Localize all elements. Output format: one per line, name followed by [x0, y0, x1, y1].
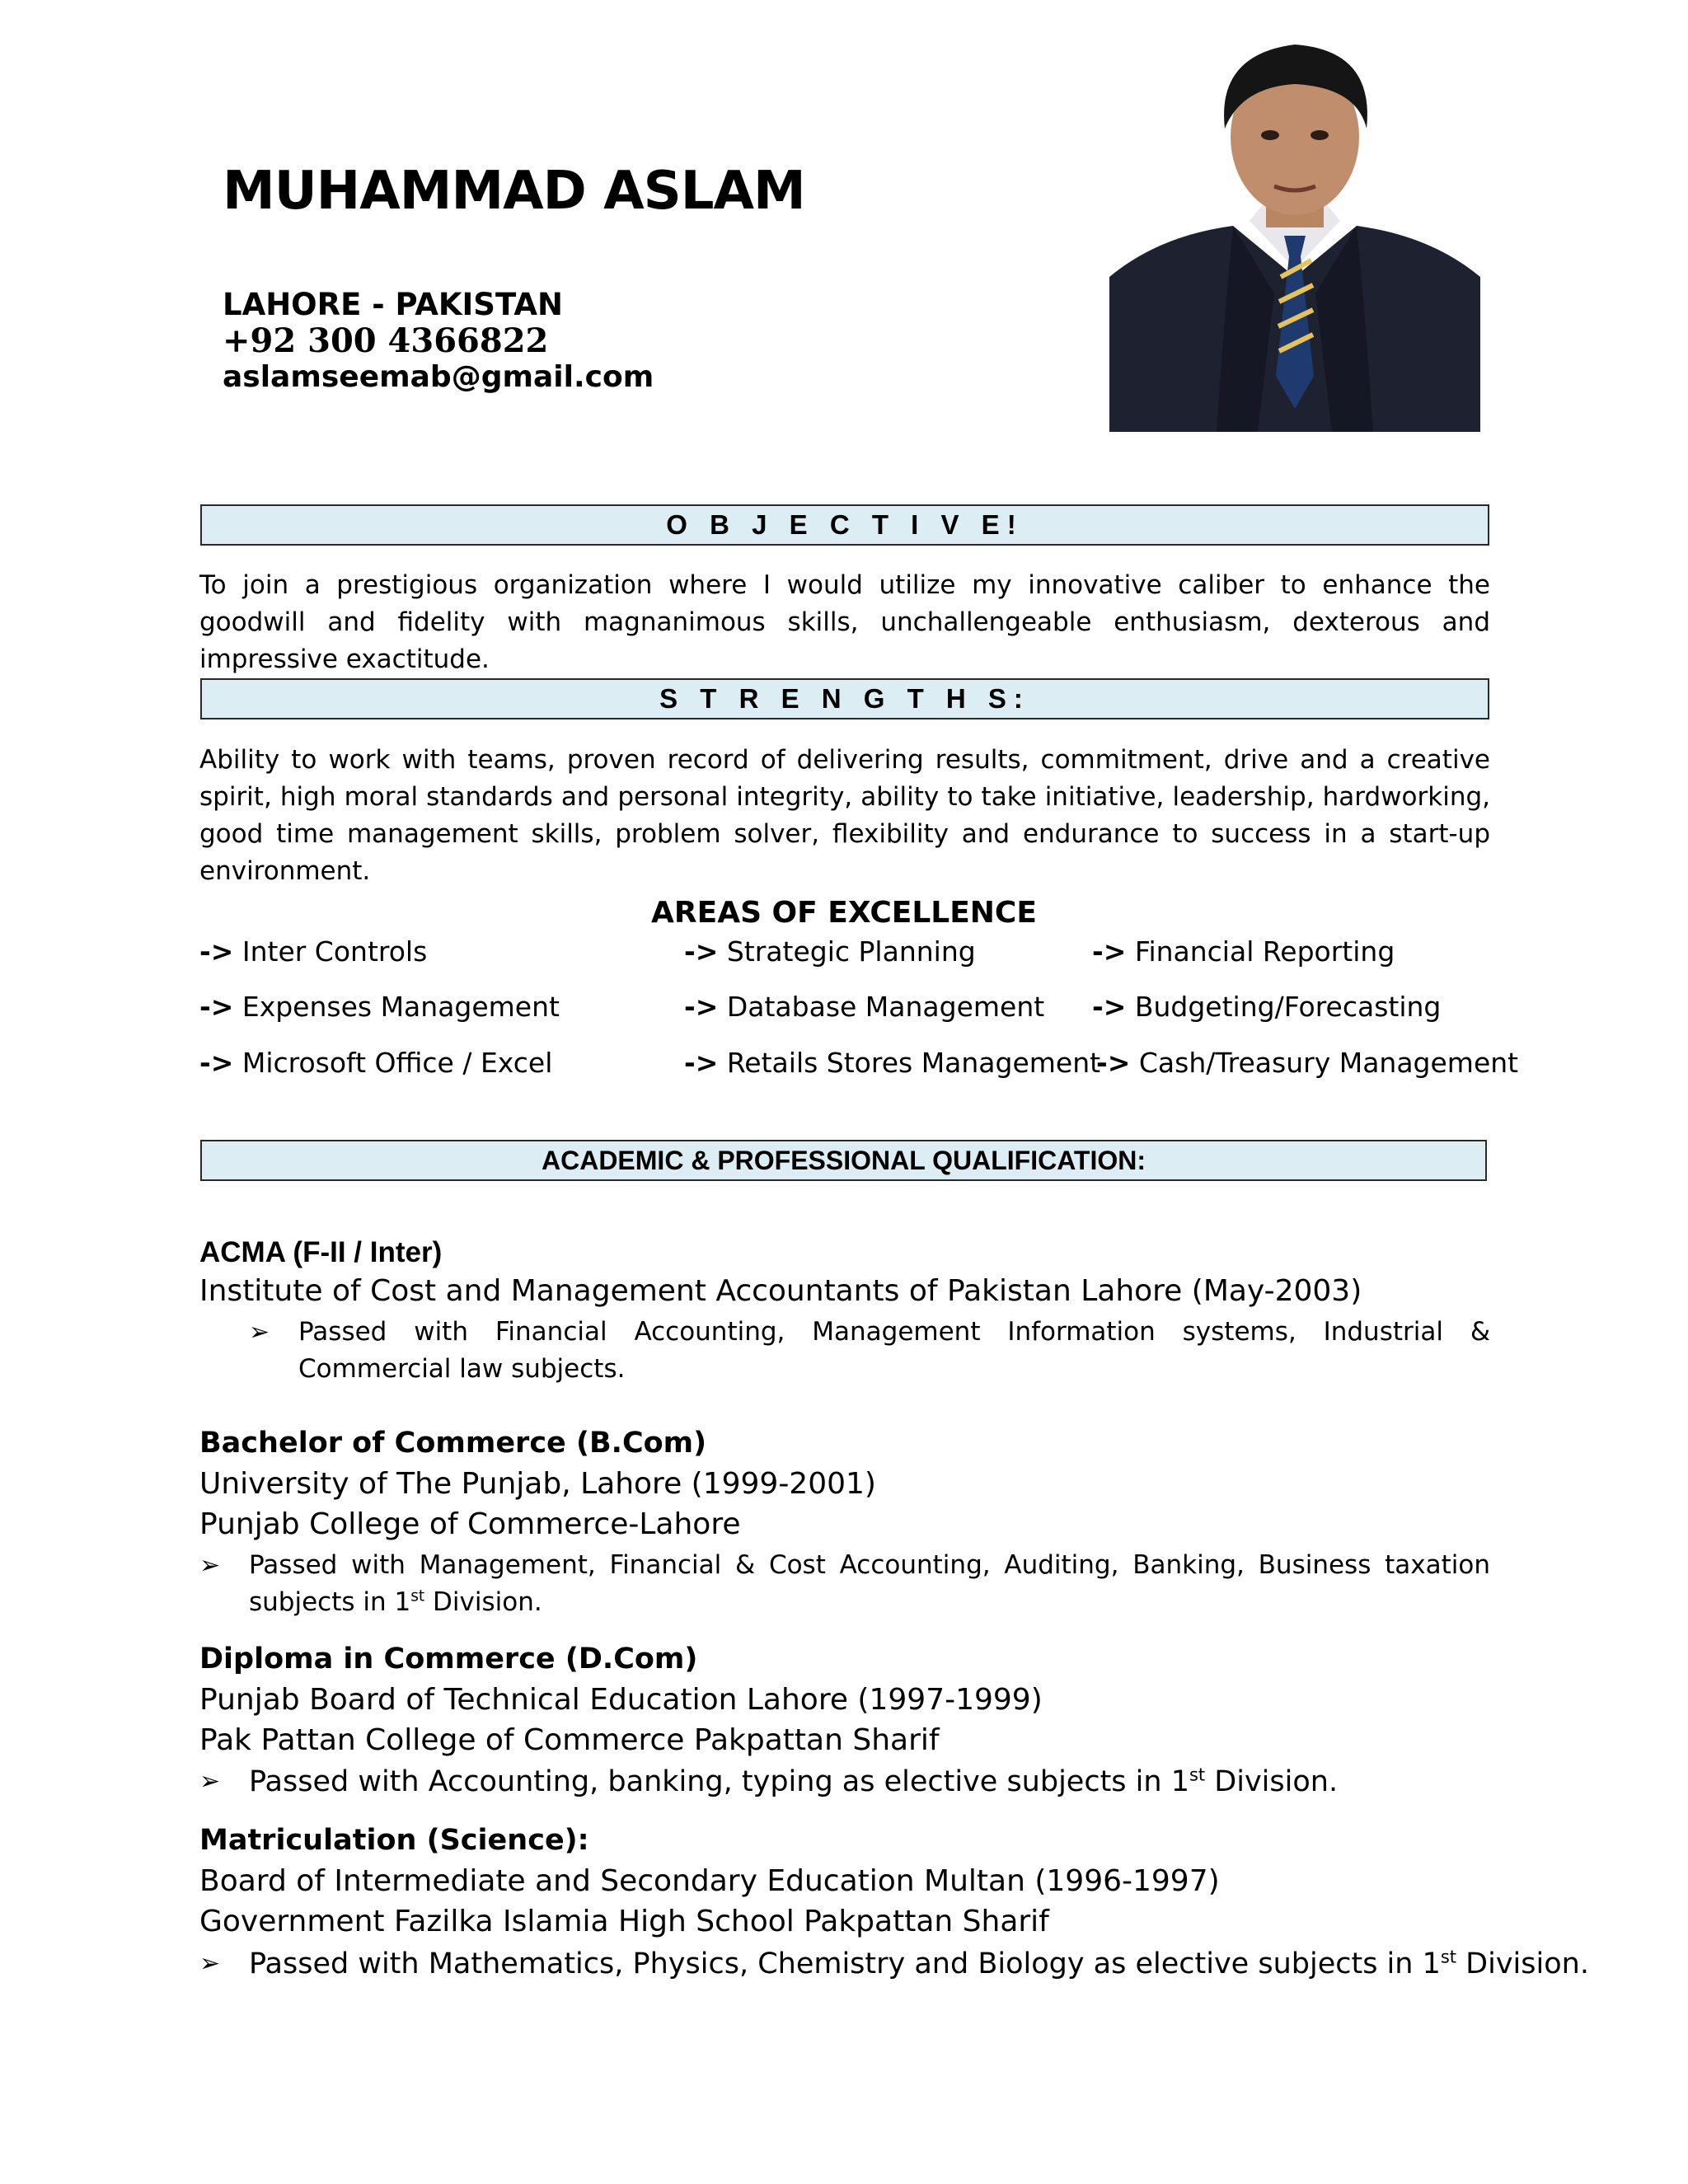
candidate-name: MUHAMMAD ASLAM — [223, 161, 805, 222]
dcom-title: Diploma in Commerce (D.Com) — [199, 1643, 698, 1675]
strengths-text: Ability to work with teams, proven record of delivering results, commitment, drive and a creative spirit, high moral standards and personal integrity, ability to take initiative, leadership, hardworking, good time management skills, problem solver, flexibility and endurance to success in a start-up environment. — [199, 745, 1490, 886]
dcom-bullet: ➢ Passed with Accounting, banking, typing as elective subjects in 1st Division. — [199, 1763, 1490, 1801]
profile-photo — [1109, 30, 1480, 432]
objective-text: To join a prestigious organization where I would utilize my innovative caliber to enhance the goodwill and fidelity with magnanimous skills, unchallengeable enthusiasm, dexterous and impressive exactitude. — [199, 570, 1490, 674]
bcom-college: Punjab College of Commerce-Lahore — [199, 1507, 741, 1541]
acma-title: ACMA (F-II / Inter) — [199, 1236, 443, 1268]
area-item: -> Strategic Planning — [684, 935, 976, 968]
acma-institute: Institute of Cost and Management Accountants of Pakistan Lahore (May-2003) — [199, 1274, 1362, 1308]
area-item: -> Inter Controls — [199, 935, 428, 968]
bcom-title: Bachelor of Commerce (B.Com) — [199, 1427, 707, 1460]
dcom-college: Pak Pattan College of Commerce Pakpattan Sharif — [199, 1723, 940, 1757]
matric-board: Board of Intermediate and Secondary Education Multan (1996-1997) — [199, 1864, 1220, 1898]
area-item: -> Microsoft Office / Excel — [199, 1047, 553, 1079]
objective-heading: O B J E C T I V E! — [200, 504, 1489, 546]
areas-heading: AREAS OF EXCELLENCE — [651, 896, 1037, 930]
arrow-bullet-icon: ➢ — [249, 1318, 270, 1347]
dcom-board: Punjab Board of Technical Education Lahore (1997-1999) — [199, 1683, 1043, 1717]
matric-title: Matriculation (Science): — [199, 1824, 589, 1857]
area-item: -> Financial Reporting — [1092, 935, 1395, 968]
phone-number: +92 300 4366822 — [223, 321, 549, 360]
area-item: -> Retails Stores Management — [684, 1047, 1101, 1079]
qualifications-heading: ACADEMIC & PROFESSIONAL QUALIFICATION: — [200, 1140, 1487, 1181]
arrow-bullet-icon: ➢ — [199, 1551, 221, 1580]
email-address: aslamseemab@gmail.com — [223, 360, 654, 394]
bcom-bullet: ➢ Passed with Management, Financial & Cost Accounting, Auditing, Banking, Business taxation subjects in 1st Division. — [199, 1547, 1490, 1621]
area-item: -> Cash/Treasury Management — [1096, 1047, 1519, 1079]
area-item: -> Expenses Management — [199, 991, 560, 1023]
matric-school: Government Fazilka Islamia High School Pakpattan Sharif — [199, 1905, 1049, 1938]
strengths-heading: S T R E N G T H S: — [200, 678, 1489, 719]
arrow-bullet-icon: ➢ — [199, 1767, 221, 1796]
bcom-university: University of The Punjab, Lahore (1999-2001) — [199, 1467, 876, 1501]
acma-bullet: ➢ Passed with Financial Accounting, Management Information systems, Industrial & Commercial law subjects. — [249, 1314, 1490, 1388]
arrow-bullet-icon: ➢ — [199, 1949, 221, 1978]
matric-bullet: ➢ Passed with Mathematics, Physics, Chemistry and Biology as elective subjects in 1st Division. — [199, 1945, 1490, 1983]
area-item: -> Database Management — [684, 991, 1045, 1023]
area-item: -> Budgeting/Forecasting — [1092, 991, 1442, 1023]
location: LAHORE - PAKISTAN — [223, 287, 563, 322]
portrait-illustration — [1109, 30, 1480, 432]
